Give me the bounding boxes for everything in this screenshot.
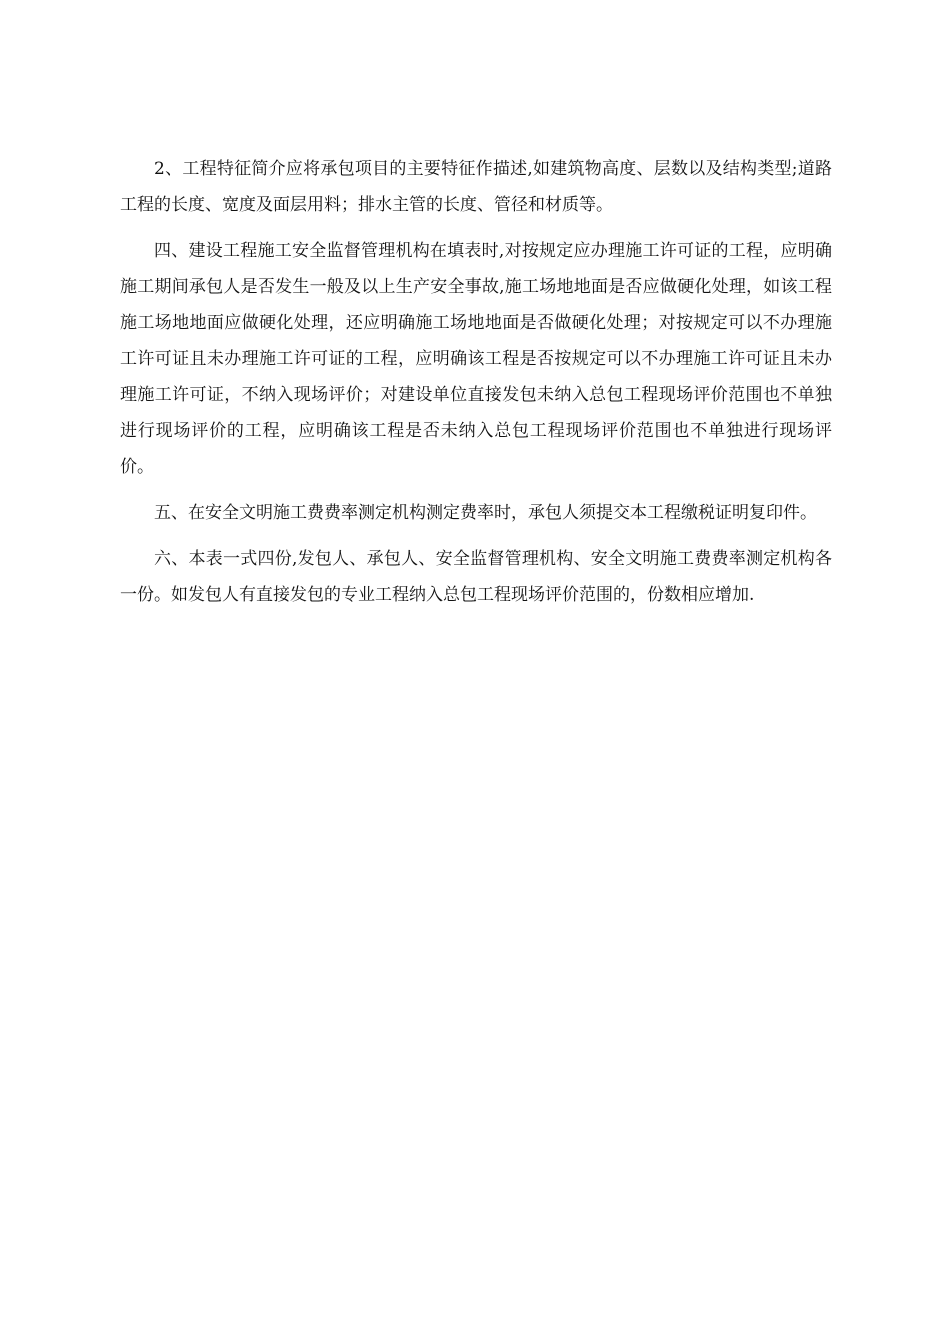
paragraph-project-features: 2、工程特征简介应将承包项目的主要特征作描述,如建筑物高度、层数以及结构类型;道路工程的长度、宽度及面层用料；排水主管的长度、管径和材质等。 [120, 159, 832, 215]
paragraph-section-four: 四、建设工程施工安全监督管理机构在填表时,对按规定应办理施工许可证的工程，应明确施工期间承包人是否发生一般及以上生产安全事故,施工场地地面是否应做硬化处理，如该工程施工场地地面应做硬化处理，还应明确施工场地地面是否做硬化处理；对按规定可以不办理施工许可证且未办理施工许可证的工程，应明确该工程是否按规定可以不办理施工许可证且未办理施工许可证，不纳入现场评价；对建设单位直接发包未纳入总包工程现场评价范围也不单独进行现场评价的工程，应明确该工程是否未纳入总包工程现场评价范围也不单独进行现场评价。 [120, 241, 832, 477]
document-body [120, 151, 832, 623]
paragraph-section-five: 五、在安全文明施工费费率测定机构测定费率时，承包人须提交本工程缴税证明复印件。 [154, 503, 817, 523]
paragraph-section-six: 六、本表一式四份,发包人、承包人、安全监督管理机构、安全文明施工费费率测定机构各一份。如发包人有直接发包的专业工程纳入总包工程现场评价范围的，份数相应增加. [120, 549, 832, 605]
